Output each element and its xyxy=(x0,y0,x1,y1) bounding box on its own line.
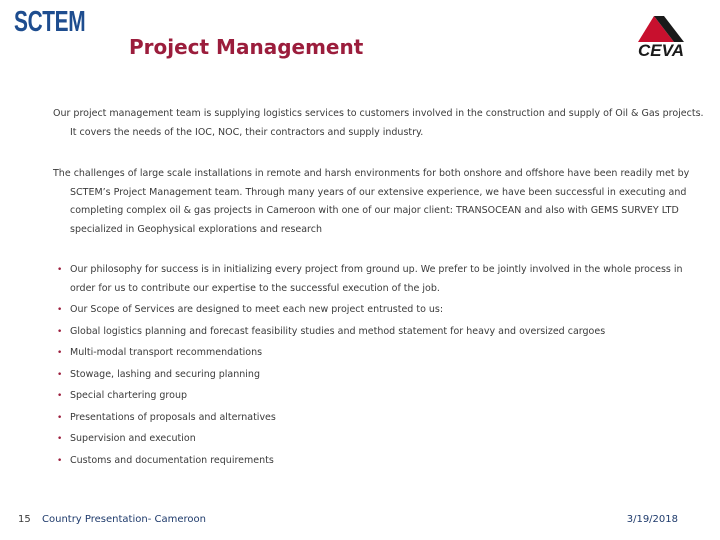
challenges-paragraph: The challenges of large scale installations in remote and harsh environments for both onshore and offshore have been readily met by SCTEM’s Project Management team. Through many years of our extensive experience, we have been successful in executing and completing complex oil & gas projects in Cameroon with one of our major client: TRANSOCEAN and also with GEMS SURVEY LTD specialized in Geophysical explorations and research xyxy=(53,168,690,236)
bullet-dot-icon: • xyxy=(57,391,63,402)
bullet-dot-icon: • xyxy=(57,369,63,380)
services-list xyxy=(53,261,689,473)
list-item: • Our Scope of Services are designed to meet each new project entrusted to us: xyxy=(53,301,689,320)
bullet-dot-icon: • xyxy=(57,305,63,316)
bullet-dot-icon: • xyxy=(57,455,63,466)
ceva-logo-icon xyxy=(624,12,698,62)
list-item: • Global logistics planning and forecast feasibility studies and method statement for heavy and oversized cargoes xyxy=(53,323,689,342)
list-item: • Our philosophy for success is in initializing every project from ground up. We prefer to be jointly involved in the whole process in order for us to contribute our expertise to the successful execution of the job. xyxy=(53,261,689,298)
page-title: Project Management xyxy=(129,35,364,59)
bullet-dot-icon: • xyxy=(57,348,63,359)
sctem-logo: SCTEM xyxy=(14,6,86,38)
bullet-dot-icon: • xyxy=(57,265,63,275)
footer-presentation-title: Country Presentation- Cameroon xyxy=(42,514,206,525)
intro-paragraph: Our project management team is supplying logistics services to customers involved in the construction and supply of Oil & Gas projects. It covers the needs of the IOC, NOC, their contractors and supply industry. xyxy=(53,108,704,138)
footer-date: 3/19/2018 xyxy=(626,514,678,525)
slide-number: 15 xyxy=(18,514,31,525)
list-item: • Supervision and execution xyxy=(53,430,689,449)
list-item: • Customs and documentation requirements xyxy=(53,452,689,471)
list-item: • Presentations of proposals and alternatives xyxy=(53,409,689,428)
bullet-dot-icon: • xyxy=(57,434,63,445)
list-item: • Stowage, lashing and securing planning xyxy=(53,366,689,385)
list-item: • Special chartering group xyxy=(53,387,689,406)
ceva-logo-text: CEVA xyxy=(638,41,684,60)
ceva-logo xyxy=(624,12,698,62)
bullet-dot-icon: • xyxy=(57,326,63,337)
list-item: • Multi-modal transport recommendations xyxy=(53,344,689,363)
bullet-dot-icon: • xyxy=(57,412,63,423)
